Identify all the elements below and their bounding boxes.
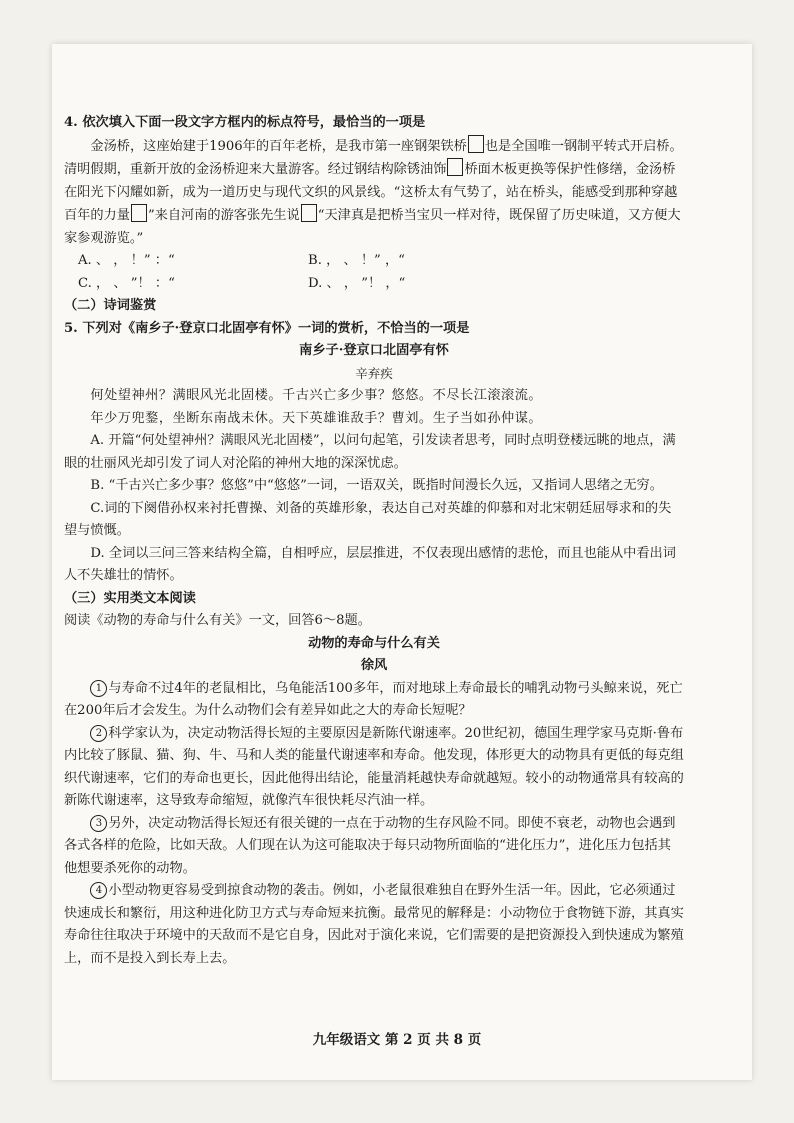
article-paragraph-1-text: 与寿命不过4年的老鼠相比，乌龟能活100多年，而对地球上寿命最长的哺乳动物弓头鲸来说，死亡在200年后才会发生。为什么动物们会有差异如此之大的寿命长短呢？	[64, 680, 683, 718]
q4-options-row-1	[64, 250, 684, 273]
blank-box-4	[301, 204, 317, 222]
section-heading-poetry: （二）诗词鉴赏	[64, 298, 157, 313]
page-content	[64, 112, 684, 970]
article-paragraph-3-text: 另外，决定动物活得长短还有很关键的一点在于动物的生存风险不同。即使不衰老，动物也会遇到各式各样的危险，比如天敌。人们现在认为这可能取决于每只动物所面临的“进化压力”，进化压力包括其他想要杀死你的动物。	[64, 815, 676, 876]
paragraph-number-3: 3	[90, 815, 107, 832]
blank-box-1	[468, 135, 484, 153]
article-paragraph-4-text: 小型动物更容易受到掠食动物的袭击。例如，小老鼠很难独自在野外生活一年。因此，它必须通过快速成长和繁衍，用这种进化防卫方式与寿命短来抗衡。最常见的解释是：小动物位于食物链下游，其真实寿命往往取决于环境中的天敌而不是它自身，因此对于演化来说，它们需要的是把资源投入到快速成为繁殖上，而不是投入到长寿上去。	[64, 883, 684, 966]
q4-option-c: C. ， 、 ”！ ：“	[78, 275, 175, 291]
q5-stem: 5. 下列对《南乡子·登京口北固亭有怀》一词的赏析，不恰当的一项是	[64, 320, 470, 336]
article-author: 徐风	[360, 658, 388, 673]
article-paragraph-3	[64, 813, 684, 881]
article-title: 动物的寿命与什么有关	[308, 635, 440, 651]
q4-passage-part-1: 金汤桥，这座始建于1906年的百年老桥，是我市第一座钢架铁桥	[90, 138, 467, 154]
q4-option-d: D. 、 ， ”！ ，“	[308, 275, 406, 291]
q4-option-a: A. 、 ， ！” ：“	[78, 253, 175, 268]
article-paragraph-4	[64, 880, 684, 970]
reading-intro: 阅读《动物的寿命与什么有关》一文，回答6～8题。	[64, 613, 371, 628]
paragraph-number-2: 2	[90, 725, 107, 742]
q5-option-b: B. “千古兴亡多少事？悠悠”中“悠悠”一词，一语双关，既指时间漫长久远，又指词人思绪之无穷。	[90, 478, 663, 493]
poem-line-2: 年少万兜鍪，坐断东南战未休。天下英雄谁敌手？曹刘。生子当如孙仲谋。	[90, 410, 543, 426]
paragraph-number-4: 4	[90, 882, 107, 899]
article-paragraph-2	[64, 723, 684, 813]
poem-line-1: 何处望神州？满眼风光北固楼。千古兴亡多少事？悠悠。不尽长江滚滚流。	[90, 388, 543, 403]
blank-box-3	[131, 204, 147, 222]
q4-option-b: B. ， 、 ！” ，“	[308, 253, 405, 268]
q5-option-d: D. 全词以三问三答来结构全篇，自相呼应，层层推进，不仅表现出感情的悲怆，而且也能从中看出词人不失雄壮的情怀。	[64, 545, 676, 583]
paragraph-number-1: 1	[90, 680, 107, 697]
q4-options-row-2	[64, 273, 684, 296]
blank-box-2	[447, 158, 463, 176]
q4-passage-part-5: “天津真是把桥当宝贝一样对待，既保留了历史味道，又方便大家参观游览。”	[64, 208, 681, 246]
poem-title: 南乡子·登京口北固亭有怀	[299, 343, 449, 358]
q4-passage	[64, 135, 684, 251]
q5-option-c: C.词的下阕借孙权来衬托曹操、刘备的英雄形象，表达自己对英雄的仰慕和对北宋朝廷屈辱求和的失望与愤慨。	[64, 500, 672, 538]
q5-option-a: A. 开篇“何处望神州？满眼风光北固楼”，以问句起笔，引发读者思考，同时点明登楼远眺的地点，满眼的壮丽风光却引发了词人对沦陷的神州大地的深深忧虑。	[64, 433, 676, 471]
article-paragraph-1	[64, 678, 684, 723]
page-footer: 九年级语文 第 2 页 共 8 页	[312, 1032, 482, 1048]
q4-passage-part-3: 桥面木板更换等保护性修缮，金汤桥在阳光下闪耀如新，成为一道历史与现代文织的风景线。“这桥太有气势了，站在桥头，能感受到那种穿越百年的力量	[64, 162, 678, 223]
q4-stem: 4. 依次填入下面一段文字方框内的标点符号，最恰当的一项是	[64, 115, 426, 130]
q4-passage-part-4: ”来自河南的游客张先生说	[147, 208, 300, 223]
q4-passage-part-2: 也是全国唯一钢制平转式开启桥。清明假期，重新开放的金汤桥迎来大量游客。经过钢结构除锈油饰	[64, 138, 683, 177]
article-paragraph-2-text: 科学家认为，决定动物活得长短的主要原因是新陈代谢速率。20世纪初，德国生理学家马克斯·鲁布内比较了豚鼠、猫、狗、牛、马和人类的能量代谢速率和寿命。他发现，体形更大的动物具有更低的每克组织代谢速率，它们的寿命也更长，因此他得出结论，能量消耗越快寿命就越短。较小的动物通常具有较高的新陈代谢速率，这导致寿命缩短，就像汽车很快耗尽汽油一样。	[64, 725, 684, 808]
poem-author: 辛弃疾	[355, 365, 393, 381]
section-heading-practical: （三）实用类文本阅读	[64, 590, 196, 606]
